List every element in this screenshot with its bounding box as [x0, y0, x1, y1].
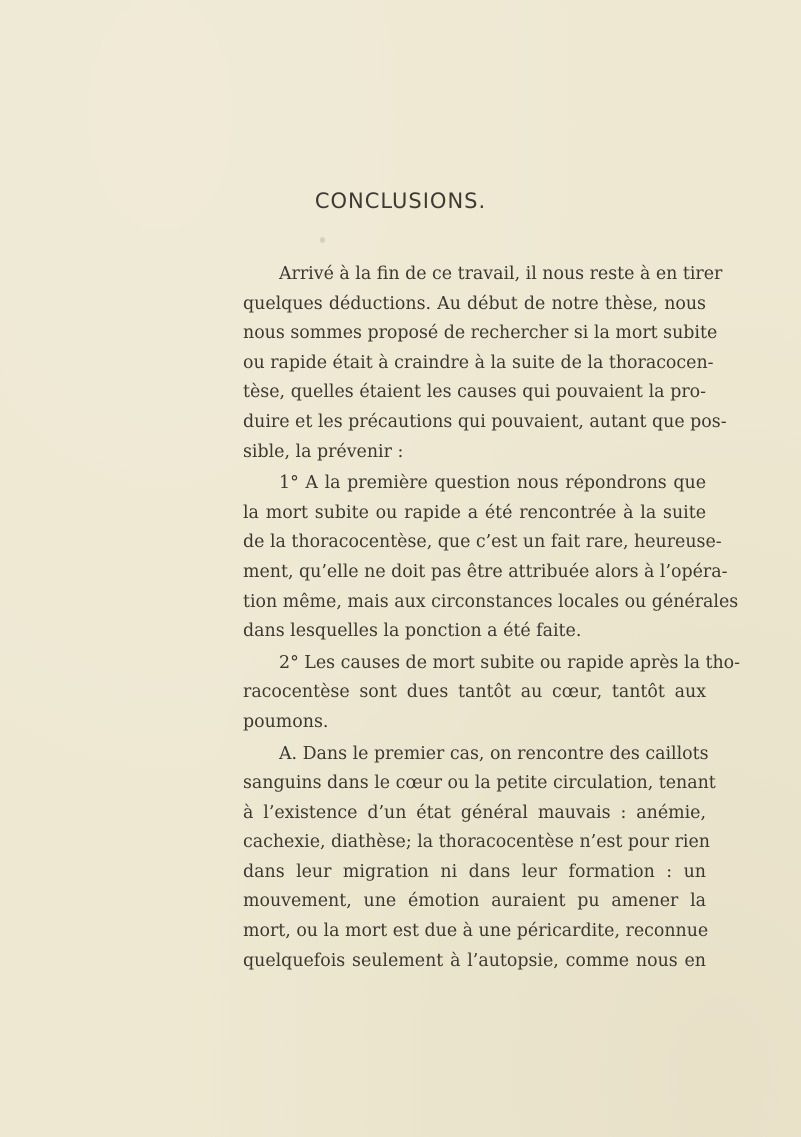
text-line: dans lesquelles la ponction a été faite.: [243, 621, 582, 642]
text-line: sible, la prévenir :: [243, 441, 404, 462]
text-line: 1° A la première question nous répondrons que: [279, 473, 706, 494]
text-line: racocentèse sont dues tantôt au cœur, tantôt aux: [243, 682, 706, 703]
text-line: la mort subite ou rapide a été rencontrée à la suite: [243, 502, 706, 523]
text-line: de la thoracocentèse, que c’est un fait rare, heureuse-: [243, 532, 722, 553]
text-line: à l’existence d’un état général mauvais : anémie,: [243, 802, 706, 823]
text-line: dans leur migration ni dans leur formation : un: [243, 861, 706, 882]
body-text: [243, 260, 741, 976]
text-line: ment, qu’elle ne doit pas être attribuée alors à l’opéra-: [243, 561, 728, 582]
text-line: Arrivé à la fin de ce travail, il nous reste à en tirer: [279, 264, 723, 284]
text-line: cachexie, diathèse; la thoracocentèse n’est pour rien: [243, 832, 710, 853]
text-line: 2° Les causes de mort subite ou rapide après la tho-: [279, 652, 741, 673]
text-line: nous sommes proposé de rechercher si la mort subite: [243, 323, 718, 344]
text-line: mouvement, une émotion auraient pu amener la: [243, 891, 706, 912]
text-line: quelquefois seulement à l’autopsie, comme nous en: [243, 950, 706, 971]
text-line: quelques déductions. Au début de notre thèse, nous: [243, 293, 706, 314]
ink-spot: [320, 237, 325, 243]
text-line: tèse, quelles étaient les causes qui pouvaient la pro-: [243, 382, 706, 403]
text-line: duire et les précautions qui pouvaient, autant que pos-: [243, 411, 727, 432]
text-line: sanguins dans le cœur ou la petite circulation, tenant: [243, 773, 716, 794]
section-heading: CONCLUSIONS.: [314, 189, 487, 213]
text-line: A. Dans le premier cas, on rencontre des caillots: [279, 743, 709, 764]
text-line: poumons.: [243, 711, 329, 732]
text-line: ou rapide était à craindre à la suite de la thoracocen-: [243, 352, 714, 373]
text-line: tion même, mais aux circonstances locales ou générales: [243, 591, 739, 612]
text-line: mort, ou la mort est due à une péricardite, reconnue: [243, 921, 709, 942]
